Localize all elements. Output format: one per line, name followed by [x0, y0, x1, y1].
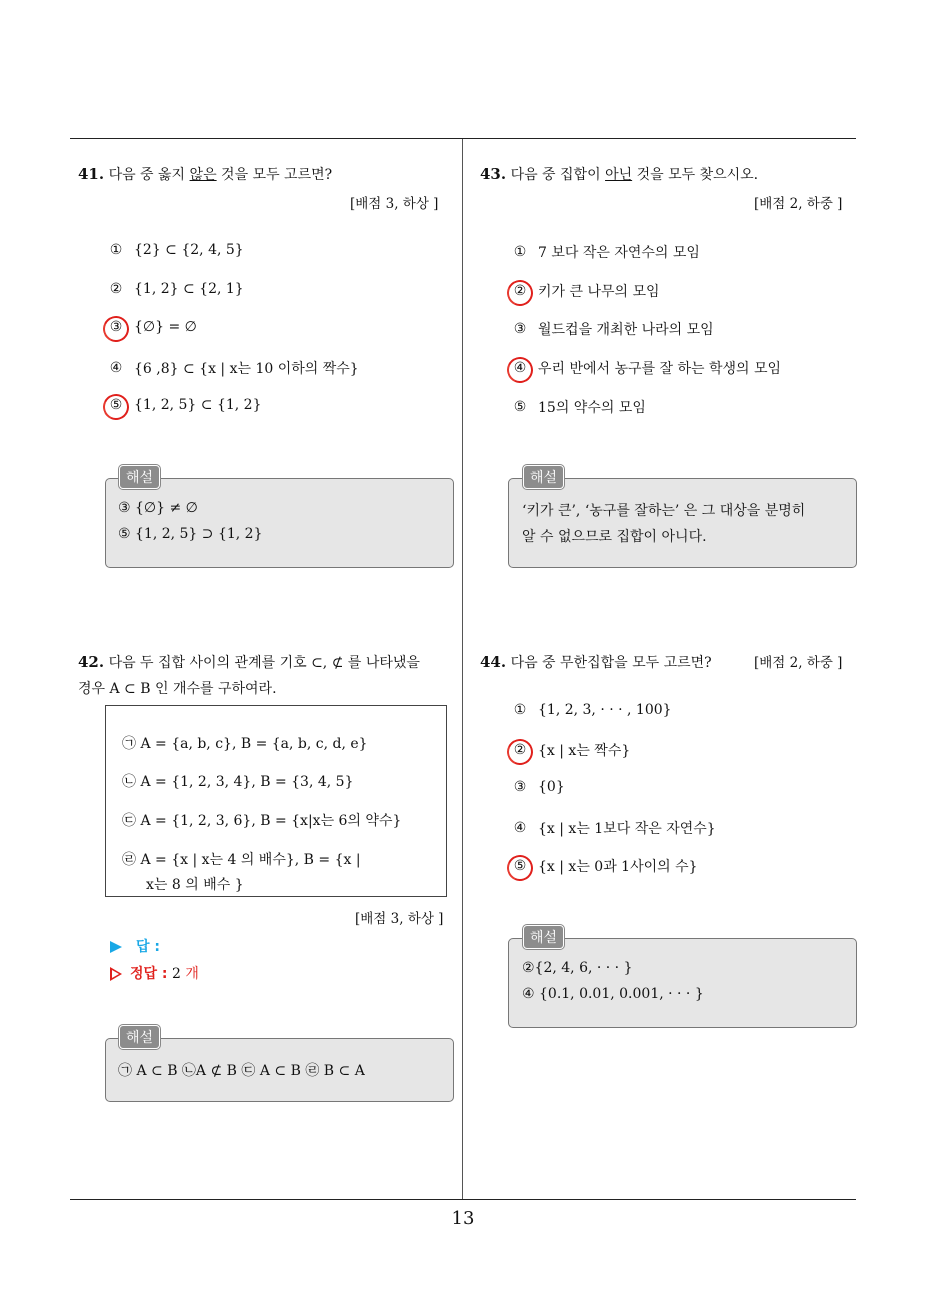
option-mark-circled: ②: [510, 742, 530, 758]
option-2[interactable]: ② {x | x는 짝수}: [510, 740, 630, 760]
explanation-box: [105, 478, 454, 568]
condition-3: ㉢ A = {1, 2, 3, 6}, B = {x|x는 6의 약수}: [122, 813, 402, 829]
question-number: 42.: [78, 653, 105, 671]
option-1[interactable]: ① {2} ⊂ {2, 4, 5}: [106, 242, 244, 258]
explanation-tag: 해설: [523, 465, 564, 489]
option-mark: ①: [513, 244, 527, 260]
option-mark: ③: [513, 321, 527, 337]
option-mark-circled: ③: [106, 319, 126, 335]
option-mark: ④: [513, 820, 527, 836]
option-mark: ①: [513, 702, 527, 718]
condition-4-cont: x는 8 의 배수 }: [146, 877, 244, 893]
option-4[interactable]: ④ 우리 반에서 농구를 잘 하는 학생의 모임: [510, 358, 781, 378]
explanation-line: ‘키가 큰’, ‘농구를 잘하는’ 은 그 대상을 분명히: [522, 503, 806, 519]
explanation-line: ⑤ {1, 2, 5} ⊃ {1, 2}: [118, 526, 263, 542]
option-4[interactable]: ④ {6 ,8} ⊂ {x | x는 10 이하의 짝수}: [106, 358, 359, 378]
option-5[interactable]: ⑤ 15의 약수의 모임: [510, 397, 646, 417]
option-5[interactable]: ⑤ {1, 2, 5} ⊂ {1, 2}: [106, 397, 262, 413]
explanation-line: ②{2, 4, 6, · · · }: [522, 960, 633, 976]
explanation-tag: 해설: [119, 1025, 160, 1049]
question-text: 44. 다음 중 무한집합을 모두 고르면?: [480, 653, 712, 671]
question-41: [78, 162, 454, 187]
page-number: 13: [451, 1208, 475, 1229]
explanation-line: ④ {0.1, 0.01, 0.001, · · · }: [522, 986, 704, 1002]
correct-answer: 정답 : 2 개: [110, 963, 199, 983]
option-mark-circled: ⑤: [510, 858, 530, 874]
option-3[interactable]: ③ {∅} = ∅: [106, 319, 197, 335]
option-mark: ④: [109, 360, 123, 376]
score-label: [배점 3, 하상 ]: [350, 196, 439, 212]
option-1[interactable]: ① {1, 2, 3, · · · , 100}: [510, 702, 672, 718]
option-5[interactable]: ⑤ {x | x는 0과 1사이의 수}: [510, 856, 698, 876]
score-label: [배점 2, 하중 ]: [754, 655, 843, 671]
question-text-line2: 경우 A ⊂ B 인 개수를 구하여라.: [78, 681, 277, 697]
question-44: [480, 650, 740, 675]
option-mark: ①: [109, 242, 123, 258]
option-4[interactable]: ④ {x | x는 1보다 작은 자연수}: [510, 818, 716, 838]
option-1[interactable]: ① 7 보다 작은 자연수의 모임: [510, 242, 700, 262]
triangle-outline-icon: [110, 967, 122, 981]
top-rule: [70, 138, 856, 139]
condition-1: ㉠ A = {a, b, c}, B = {a, b, c, d, e}: [122, 736, 368, 752]
question-43: [480, 162, 856, 187]
explanation-box: [508, 938, 857, 1028]
option-mark: ③: [513, 779, 527, 795]
explanation-box: [508, 478, 857, 568]
explanation-line: 알 수 없으므로 집합이 아니다.: [522, 529, 707, 545]
bottom-rule: [70, 1199, 856, 1200]
option-2[interactable]: ② {1, 2} ⊂ {2, 1}: [106, 281, 244, 297]
question-number: 44.: [480, 653, 507, 671]
condition-2: ㉡ A = {1, 2, 3, 4}, B = {3, 4, 5}: [122, 774, 354, 790]
explanation-tag: 해설: [119, 465, 160, 489]
condition-4: ㉣ A = {x | x는 4 의 배수}, B = {x |: [122, 852, 361, 868]
explanation-line: ③ {∅} ≠ ∅: [118, 500, 198, 516]
play-icon: [110, 941, 122, 953]
question-text: 41. 다음 중 옳지 않은 것을 모두 고르면?: [78, 165, 333, 183]
question-number: 43.: [480, 165, 507, 183]
option-mark-circled: ⑤: [106, 397, 126, 413]
score-label: [배점 2, 하중 ]: [754, 196, 843, 212]
score-label: [배점 3, 하상 ]: [355, 911, 444, 927]
option-mark-circled: ④: [510, 360, 530, 376]
option-mark: ②: [109, 281, 123, 297]
option-2[interactable]: ② 키가 큰 나무의 모임: [510, 281, 660, 301]
question-42: [78, 650, 458, 701]
explanation-tag: 해설: [523, 925, 564, 949]
explanation-line: ㉠ A ⊂ B ㉡A ⊄ B ㉢ A ⊂ B ㉣ B ⊂ A: [118, 1063, 365, 1079]
question-number: 41.: [78, 165, 105, 183]
question-text: 42. 다음 두 집합 사이의 관계를 기호 ⊂, ⊄ 를 나타냈을: [78, 653, 420, 671]
option-3[interactable]: ③ 월드컵을 개최한 나라의 모임: [510, 319, 714, 339]
column-divider: [462, 139, 463, 1199]
option-mark-circled: ②: [510, 283, 530, 299]
option-3[interactable]: ③ {0}: [510, 779, 565, 795]
answer-label: 답 :: [110, 936, 160, 956]
question-text: 43. 다음 중 집합이 아닌 것을 모두 찾으시오.: [480, 165, 759, 183]
option-mark: ⑤: [513, 399, 527, 415]
